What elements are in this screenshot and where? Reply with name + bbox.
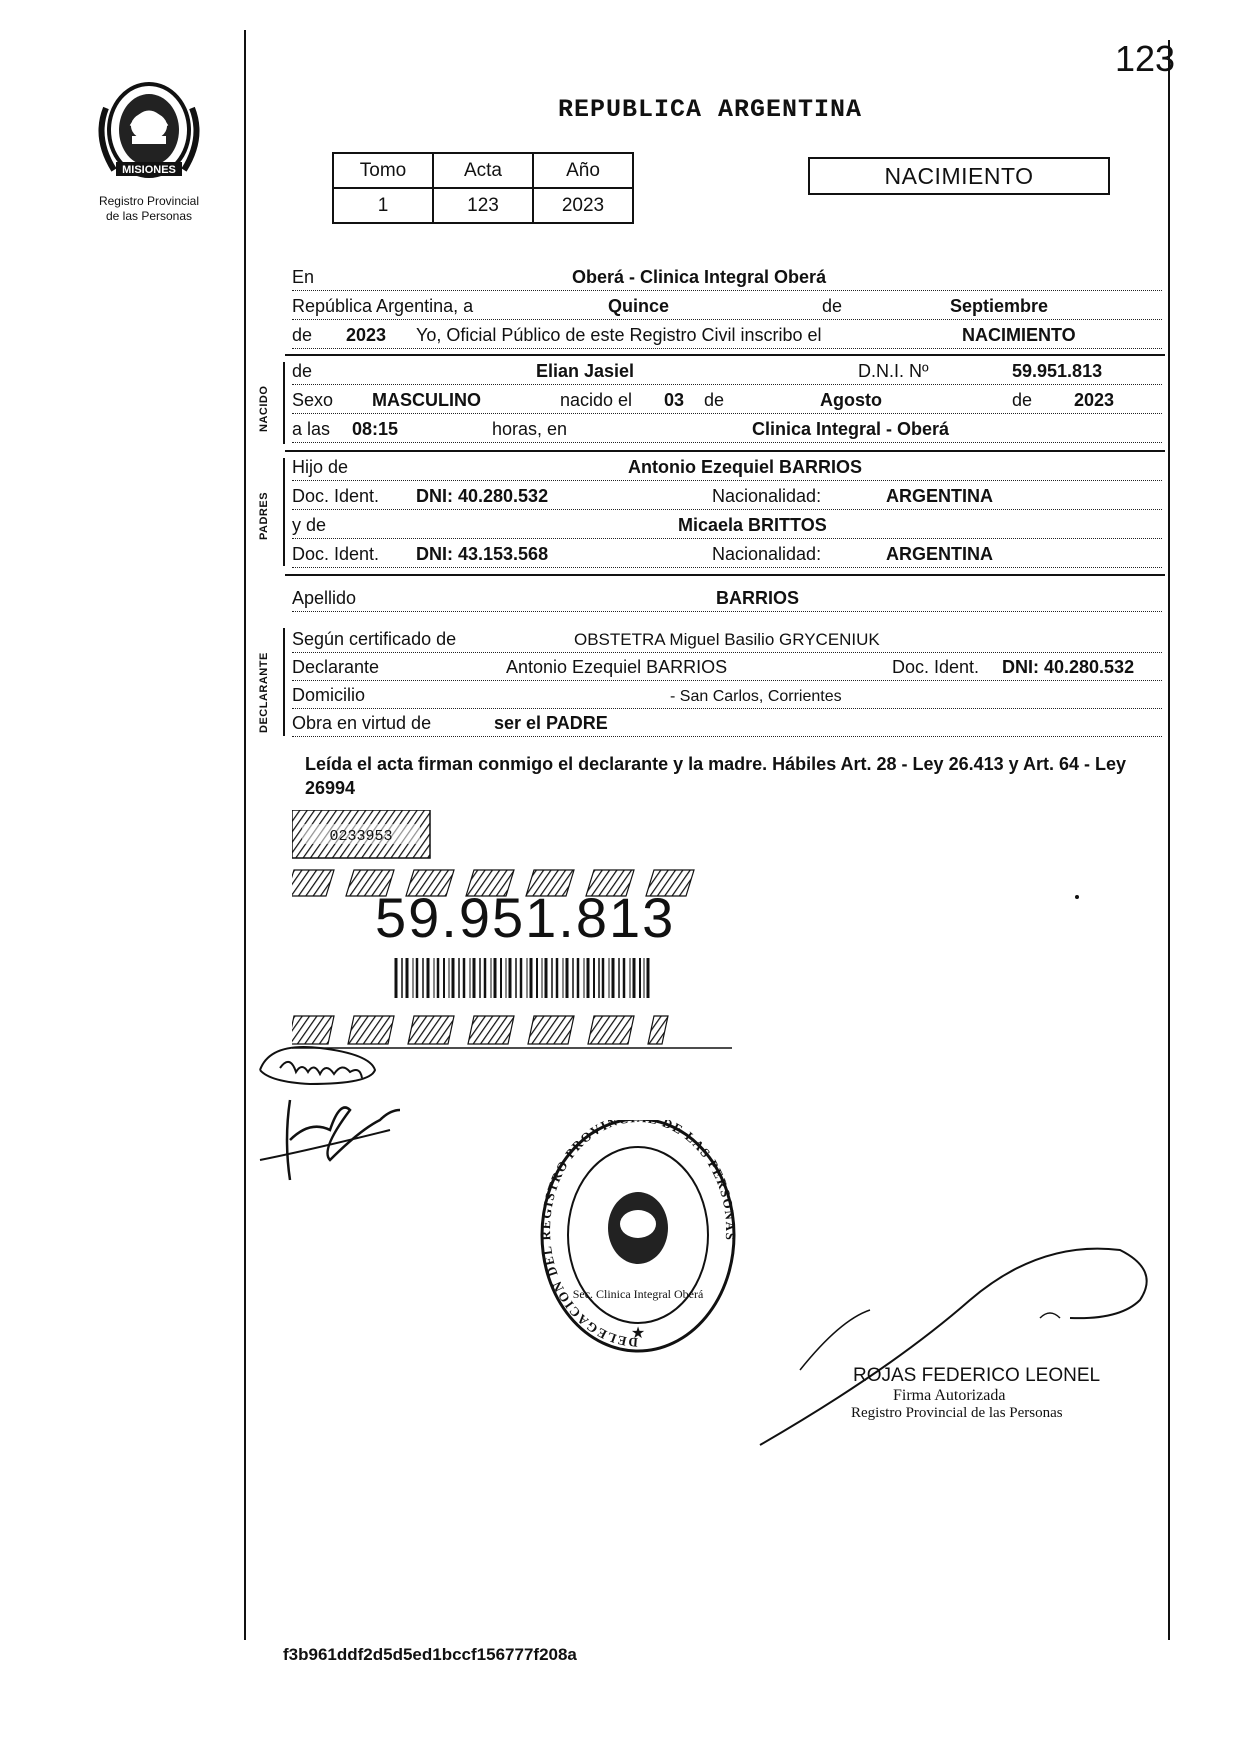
logo-caption-2: de las Personas xyxy=(105,209,193,223)
cert-label: Según certificado de xyxy=(292,629,457,649)
left-margin-line xyxy=(244,30,246,1640)
row-nacido-sexo xyxy=(292,385,1162,414)
table-header-anio: Año xyxy=(533,153,633,188)
row-nacido-hora xyxy=(292,414,1162,443)
seal-inner-text: Sec. Clinica Integral Oberá xyxy=(572,1287,704,1301)
section-divider xyxy=(285,574,1165,576)
padres-section-label: PADRES xyxy=(258,491,270,540)
cert-value: OBSTETRA Miguel Basilio GRYCENIUK xyxy=(574,630,880,649)
official-seal-icon xyxy=(538,1120,738,1360)
row-father-doc xyxy=(292,481,1162,510)
alas-label: a las xyxy=(292,419,331,439)
birth-de-label-2: de xyxy=(1012,390,1033,410)
table-value-tomo: 1 xyxy=(333,188,433,223)
table-value-acta: 123 xyxy=(433,188,533,223)
sexo-value: MASCULINO xyxy=(372,390,481,410)
svg-text:MISIONES: MISIONES xyxy=(122,164,176,176)
nacido-bar xyxy=(283,362,285,444)
authority-office: Registro Provincial de las Personas xyxy=(851,1405,1063,1421)
nacido-section-label: NACIDO xyxy=(258,385,270,432)
horas-label: horas, en xyxy=(492,419,568,439)
decl-doc-label: Doc. Ident. xyxy=(892,657,980,677)
nacido-el-label: nacido el xyxy=(560,390,633,410)
authority-block xyxy=(853,1365,1183,1422)
closing-note: Leída el acta firman conmigo el declarante y la madre. Hábiles Art. 28 - Ley 26.413 y Art. 64 - Ley 26994 xyxy=(305,754,1127,798)
security-code: 0233953 xyxy=(329,828,393,845)
place-value: Oberá - Clinica Integral Oberá xyxy=(572,267,827,287)
table-value-anio: 2023 xyxy=(533,188,633,223)
birth-de-label-1: de xyxy=(704,390,725,410)
mother-doc: DNI: 43.153.568 xyxy=(416,544,549,564)
de-label: de xyxy=(822,296,843,316)
row-declarante xyxy=(292,652,1162,681)
dom-label: Domicilio xyxy=(292,685,366,705)
day-value: Quince xyxy=(608,296,670,316)
birth-place: Clinica Integral - Oberá xyxy=(752,419,950,439)
footer-hash: f3b961ddf2d5d5ed1bccf156777f208a xyxy=(283,1645,577,1664)
father-name: Antonio Ezequiel BARRIOS xyxy=(628,457,862,477)
month-value: Septiembre xyxy=(950,296,1049,316)
decl-value: Antonio Ezequiel BARRIOS xyxy=(506,657,728,677)
declarante-bar xyxy=(283,628,285,736)
speck xyxy=(1075,895,1079,899)
row-year xyxy=(292,320,1162,349)
seal-outer-text: DELEGACION DEL REGISTRO PROVIN DE LAS PERSONAS xyxy=(538,1120,738,1351)
obra-value: ser el PADRE xyxy=(494,713,608,733)
republic-label: República Argentina, a xyxy=(292,296,474,316)
birth-year: 2023 xyxy=(1074,390,1115,410)
svg-text:★: ★ xyxy=(630,1325,646,1342)
row-apellido xyxy=(292,583,1162,612)
father-doc-label: Doc. Ident. xyxy=(292,486,380,506)
dom-value: - San Carlos, Corrientes xyxy=(670,688,842,705)
authority-name: ROJAS FEDERICO LEONEL xyxy=(853,1365,1101,1386)
mother-doc-label: Doc. Ident. xyxy=(292,544,380,564)
row-y-de xyxy=(292,510,1162,539)
nacido-de-label: de xyxy=(292,361,313,381)
table-header-tomo: Tomo xyxy=(333,153,433,188)
father-nationality: ARGENTINA xyxy=(886,486,993,506)
row-nacido-name xyxy=(292,356,1162,385)
row-obra xyxy=(292,708,1162,737)
registry-logo xyxy=(84,78,214,223)
apellido-label: Apellido xyxy=(292,588,357,608)
dni-label: D.N.I. Nº xyxy=(858,361,929,381)
table-header-acta: Acta xyxy=(433,153,533,188)
row-domicilio xyxy=(292,680,1162,709)
declarante-section-label: DECLARANTE xyxy=(258,652,270,733)
handwritten-signatures xyxy=(250,1040,410,1210)
mother-nationality: ARGENTINA xyxy=(886,544,993,564)
padres-bar xyxy=(283,458,285,566)
signatures-left xyxy=(250,1040,410,1215)
father-nat-label: Nacionalidad: xyxy=(712,486,822,506)
year-label: de xyxy=(292,325,313,345)
misiones-shield-icon xyxy=(94,78,204,188)
en-label: En xyxy=(292,267,315,287)
year-value: 2023 xyxy=(346,325,387,345)
dni-big-number: 59.951.813 xyxy=(375,886,676,949)
yde-label: y de xyxy=(292,515,327,535)
document-title: REPUBLICA ARGENTINA xyxy=(557,95,863,124)
row-hijo-de xyxy=(292,452,1162,481)
decl-label: Declarante xyxy=(292,657,380,677)
hijo-label: Hijo de xyxy=(292,457,349,477)
official-seal xyxy=(538,1120,738,1365)
sexo-label: Sexo xyxy=(292,390,334,410)
child-dni: 59.951.813 xyxy=(1012,361,1103,381)
row-certificado xyxy=(292,624,1162,653)
apellido-value: BARRIOS xyxy=(716,588,800,608)
row-republica xyxy=(292,291,1162,320)
row-en xyxy=(292,262,1162,291)
statement-text: Yo, Oficial Público de este Registro Civil inscribo el xyxy=(416,325,822,345)
registered-value: NACIMIENTO xyxy=(962,325,1076,345)
father-doc: DNI: 40.280.532 xyxy=(416,486,549,506)
page-number: 123 xyxy=(1115,38,1176,79)
child-name: Elian Jasiel xyxy=(536,361,635,381)
decl-doc: DNI: 40.280.532 xyxy=(1002,657,1135,677)
mother-name: Micaela BRITTOS xyxy=(678,515,827,535)
birth-time: 08:15 xyxy=(352,419,399,439)
birth-day: 03 xyxy=(664,390,685,410)
row-mother-doc xyxy=(292,539,1162,568)
mother-nat-label: Nacionalidad: xyxy=(712,544,822,564)
tomo-acta-anio-table xyxy=(332,152,634,224)
birth-month: Agosto xyxy=(820,390,882,410)
record-type-box: NACIMIENTO xyxy=(808,157,1110,195)
obra-label: Obra en virtud de xyxy=(292,713,432,733)
authority-role: Firma Autorizada xyxy=(893,1387,1006,1404)
logo-caption-1: Registro Provincial xyxy=(98,194,200,208)
